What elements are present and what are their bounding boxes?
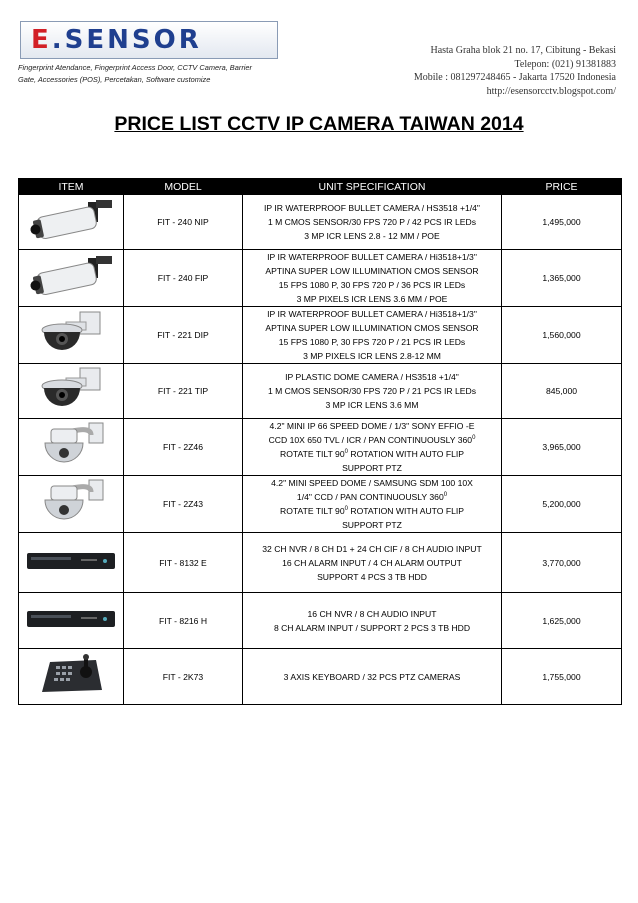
item-image-cell [19, 476, 124, 533]
column-header-price: PRICE [502, 179, 622, 195]
item-image-cell [19, 533, 124, 593]
contact-address: Hasta Graha blok 21 no. 17, Cibitung - Bekasi [430, 45, 616, 56]
spec-line: IP IR WATERPROOF BULLET CAMERA / Hi3518+1/3" [267, 252, 477, 262]
page-title: PRICE LIST CCTV IP CAMERA TAIWAN 2014 [114, 113, 524, 135]
price-cell: 5,200,000 [502, 476, 622, 533]
price-cell: 1,755,000 [502, 649, 622, 705]
model-cell: FIT - 8216 H [124, 593, 243, 649]
table-row [19, 419, 622, 476]
table-header-row [19, 179, 622, 195]
model-cell: FIT - 221 DIP [124, 307, 243, 364]
dome-camera-icon [36, 364, 106, 418]
degree-superscript: 0 [472, 435, 476, 442]
speed-dome-camera-icon [33, 419, 109, 475]
logo-text: E.SENSOR [31, 25, 202, 55]
price-cell: 1,560,000 [502, 307, 622, 364]
spec-line: 3 MP PIXELS ICR LENS 2.8-12 MM [303, 351, 441, 361]
model-cell: FIT - 2Z43 [124, 476, 243, 533]
spec-line: 4.2" MINI IP 66 SPEED DOME / 1/3" SONY EFFIO -E [269, 421, 475, 431]
model-cell: FIT - 8132 E [124, 533, 243, 593]
spec-cell [243, 195, 502, 250]
model-cell: FIT - 221 TIP [124, 364, 243, 419]
price-cell: 845,000 [502, 364, 622, 419]
spec-cell [243, 476, 502, 533]
spec-line: 1/4" CCD / PAN CONTINUOUSLY $360^0$ [296, 492, 448, 502]
item-image-cell [19, 419, 124, 476]
table-row [19, 195, 622, 250]
table-row [19, 533, 622, 593]
column-header-spec: UNIT SPECIFICATION [243, 179, 502, 195]
item-image-cell [19, 649, 124, 705]
table-row [19, 364, 622, 419]
spec-cell [243, 307, 502, 364]
spec-cell [243, 250, 502, 307]
model-cell: FIT - 2K73 [124, 649, 243, 705]
spec-line: 15 FPS 1080 P, 30 FPS 720 P / 21 PCS IR LEDs [278, 337, 466, 347]
bullet-camera-icon [26, 254, 116, 302]
degree-superscript: 0 [443, 492, 448, 499]
contact-mobile: Mobile : 081297248465 - Jakarta 17520 Indonesia [413, 72, 616, 83]
price-cell: 3,770,000 [502, 533, 622, 593]
bullet-camera-icon [26, 198, 116, 246]
spec-line: 4.2" MINI SPEED DOME / SAMSUNG SDM 100 10X [271, 478, 473, 488]
ptz-keyboard-icon [36, 652, 106, 702]
nvr-recorder-icon [25, 549, 117, 577]
item-image-cell [19, 195, 124, 250]
price-cell: 3,965,000 [502, 419, 622, 476]
price-cell: 1,365,000 [502, 250, 622, 307]
spec-line: 3 MP ICR LENS 2.8 - 12 MM / POE [304, 231, 440, 241]
dome-camera-icon [36, 308, 106, 362]
spec-line: IP PLASTIC DOME CAMERA / HS3518 +1/4" [285, 372, 459, 382]
spec-line: APTINA SUPER LOW ILLUMINATION CMOS SENSOR [265, 266, 479, 276]
company-contact [414, 44, 616, 98]
table-row [19, 649, 622, 705]
table-row [19, 593, 622, 649]
model-cell: FIT - 240 NIP [124, 195, 243, 250]
table-row [19, 250, 622, 307]
price-table [18, 178, 622, 705]
spec-line: 15 FPS 1080 P, 30 FPS 720 P / 36 PCS IR LEDs [278, 280, 466, 290]
spec-line: 8 CH ALARM INPUT / SUPPORT 2 PCS 3 TB HDD [273, 622, 471, 633]
spec-cell [243, 419, 502, 476]
spec-line: SUPPORT PTZ [342, 463, 402, 473]
item-image-cell [19, 364, 124, 419]
item-image-cell [19, 307, 124, 364]
model-cell: FIT - 2Z46 [124, 419, 243, 476]
spec-cell [243, 533, 502, 593]
nvr-recorder-icon [25, 607, 117, 635]
item-image-cell [19, 593, 124, 649]
spec-cell [243, 649, 502, 705]
spec-cell [243, 593, 502, 649]
spec-line: 1 M CMOS SENSOR/30 FPS 720 P / 42 PCS IR LEDs [267, 217, 477, 227]
column-header-item: ITEM [19, 179, 124, 195]
spec-line: SUPPORT 4 PCS 3 TB HDD [317, 571, 427, 582]
spec-line: 3 AXIS KEYBOARD / 32 PCS PTZ CAMERAS [283, 671, 461, 682]
item-image-cell [19, 250, 124, 307]
table-row [19, 307, 622, 364]
spec-line: CCD 10X 650 TVL / ICR / PAN CONTINUOUSLY $360^0$ [268, 435, 476, 445]
speed-dome-camera-icon [33, 476, 109, 532]
spec-line: 16 CH NVR / 8 CH AUDIO INPUT [307, 608, 437, 619]
spec-line: 1 M CMOS SENSOR/30 FPS 720 P / 21 PCS IR LEDs [267, 386, 477, 396]
company-tagline [18, 62, 298, 86]
degree-superscript: 0 [344, 449, 348, 456]
spec-cell [243, 364, 502, 419]
tagline-line: Fingerprint Atendance, Fingerprint Access Door, CCTV Camera, Barrier [18, 63, 252, 72]
spec-line: SUPPORT PTZ [342, 520, 402, 530]
contact-website: http://esensorcctv.blogspot.com/ [486, 85, 616, 97]
tagline-line: Gate, Accessories (POS), Percetakan, Software customize [18, 75, 211, 84]
price-cell: 1,495,000 [502, 195, 622, 250]
degree-superscript: 0 [344, 506, 348, 513]
spec-line: 16 CH ALARM INPUT / 4 CH ALARM OUTPUT [282, 557, 462, 568]
model-cell: FIT - 240 FIP [124, 250, 243, 307]
spec-line: IP IR WATERPROOF BULLET CAMERA / Hi3518+1/3" [267, 309, 477, 319]
column-header-model: MODEL [124, 179, 243, 195]
table-row [19, 476, 622, 533]
spec-line: ROTATE TILT $90^0$ ROTATION WITH AUTO FLIP [279, 449, 464, 459]
spec-line: 3 MP PIXELS ICR LENS 3.6 MM / POE [296, 294, 448, 304]
company-logo [20, 21, 278, 59]
spec-line: APTINA SUPER LOW ILLUMINATION CMOS SENSOR [265, 323, 479, 333]
contact-phone: Telepon: (021) 91381883 [514, 58, 616, 70]
spec-line: ROTATE TILT $90^0$ ROTATION WITH AUTO FLIP [279, 506, 464, 516]
spec-line: IP IR WATERPROOF BULLET CAMERA / HS3518 +1/4" [264, 203, 480, 213]
price-cell: 1,625,000 [502, 593, 622, 649]
spec-line: 32 CH NVR / 8 CH D1 + 24 CH CIF / 8 CH AUDIO INPUT [262, 543, 482, 554]
spec-line: 3 MP ICR LENS 3.6 MM [325, 400, 419, 410]
